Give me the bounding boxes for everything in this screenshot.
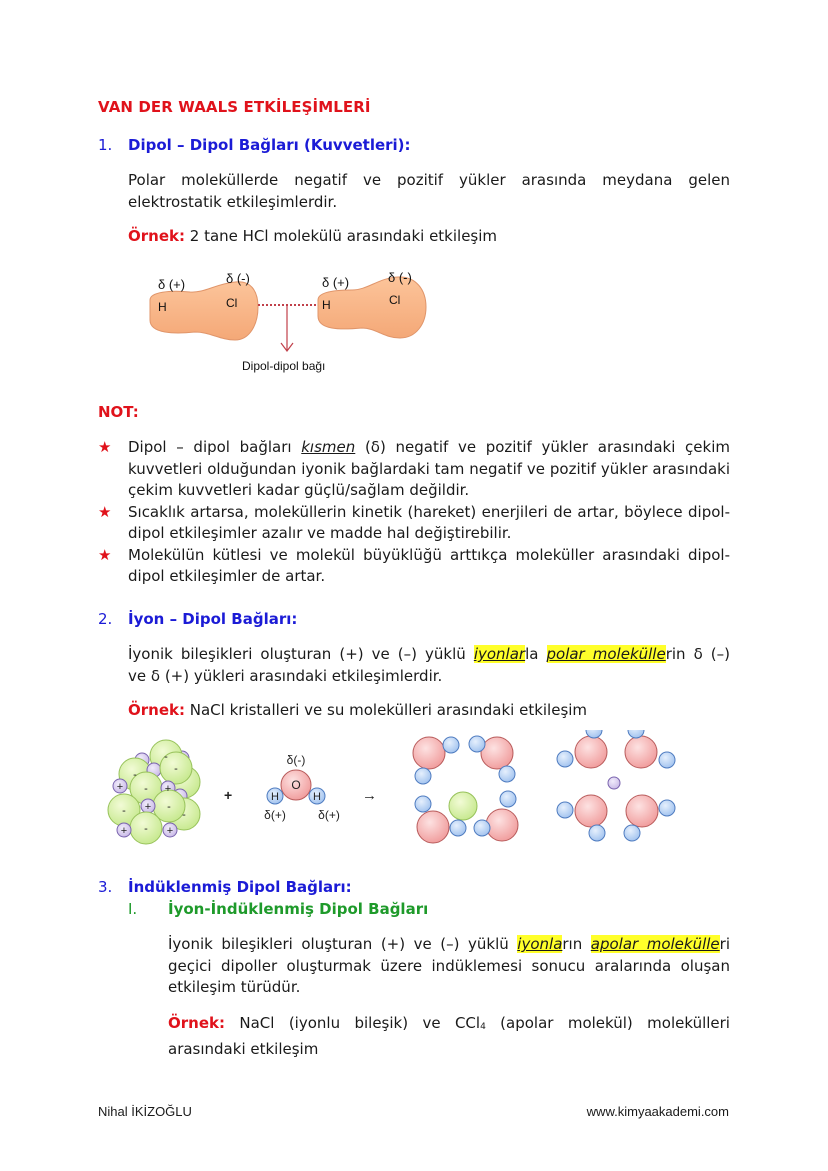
example-text: NaCl kristalleri ve su molekülleri arasındaki etkileşim [189,701,588,719]
section-3-title: İndüklenmiş Dipol Bağları: [128,878,352,896]
svg-text:-: - [133,769,137,781]
svg-text:H: H [313,791,321,803]
section-3-heading [98,878,352,896]
footer-author: Nihal İKİZOĞLU [98,1104,192,1119]
example-label: Örnek: [128,227,185,245]
page-title: VAN DER WAALS ETKİLEŞİMLERİ [98,98,371,116]
emphasis-text: kısmen [301,438,356,456]
water-molecule [264,753,340,822]
star-icon: ★ [98,502,112,521]
highlight-text: polar molekülle [546,645,666,663]
example-label: Örnek: [128,701,185,719]
svg-text:-: - [122,805,126,817]
svg-text:+: + [166,825,174,837]
svg-text:-: - [167,801,171,813]
star-icon: ★ [98,438,112,456]
nacl-crystal [108,740,200,844]
charge-label: δ (+) [322,275,350,290]
section-2-paragraph: İyonik bileşikleri oluşturan (+) ve (–) yüklü iyonlarla polar moleküllerin δ (–) ve δ (+) yükleri arasındaki etkileşimlerdir. [128,645,730,685]
section-1-title: Dipol – Dipol Bağları (Kuvvetleri): [128,136,411,154]
note-list [98,437,730,588]
note-item: ★ Molekülün kütlesi ve molekül büyüklüğü arttıkça moleküller arasındaki dipol-dipol etkileşimler de artar. [98,545,730,585]
bond-label: Dipol-dipol bağı [242,359,326,373]
note-item: ★ Sıcaklık artarsa, moleküllerin kinetik (hareket) enerjileri de artar, böylece dipol-dipol etkileşimler azalır ve madde hal değiştirebilir. [98,502,730,542]
section-1-paragraph-line-2: elektrostatik etkileşimlerdir. [128,192,338,211]
plus-sign: + [224,787,233,803]
svg-text:-: - [164,751,168,763]
arrow-right-icon: → [362,787,377,804]
svg-text:δ(-): δ(-) [286,753,306,767]
nacl-water-figure [100,730,700,855]
svg-text:-: - [144,783,148,795]
section-3-number: 3. [98,878,113,896]
footer-website[interactable]: www.kimyaakademi.com [586,1104,729,1119]
hydrated-chloride [413,736,518,843]
section-2-heading [98,610,297,628]
section-2-title: İyon – Dipol Bağları: [128,610,298,628]
subsection-1-paragraph: İyonik bileşikleri oluşturan (+) ve (–) yüklü iyonların apolar molekülleri geçici dipoller oluşturmak üzere indüklemesi sonucu aralarında oluşan etkileşim türüdür. [168,935,730,996]
example-text: 2 tane HCl molekülü arasındaki etkileşim [189,227,498,245]
hcl-dipole-figure [140,262,440,380]
section-1-heading [98,136,411,154]
svg-text:+: + [144,801,152,813]
atom-label: Cl [226,296,238,310]
svg-text:δ(+): δ(+) [264,808,286,822]
svg-text:-: - [144,823,148,835]
highlight-text: iyonla [517,935,563,953]
charge-label: δ (-) [226,271,250,286]
subsection-1-example: Örnek: NaCl (iyonlu bileşik) ve CCl$_4$ (apolar molekül) molekülleri arasındaki etkileşim [168,1014,730,1058]
subsection-1-number: I. [128,900,138,918]
hydrated-sodium [557,730,675,841]
highlight-text: iyonlar [473,645,526,663]
star-icon: ★ [98,545,112,564]
subsection-1-heading [128,900,428,918]
svg-text:-: - [182,809,186,821]
section-1-example [128,226,497,248]
section-2-example [128,700,587,722]
svg-text:O: O [291,778,301,792]
highlight-text: apolar molekülle [590,935,720,953]
note-label: NOT: [98,403,139,421]
charge-label: δ (-) [388,270,412,285]
svg-text:+: + [120,825,128,837]
svg-text:+: + [164,783,172,795]
note-item: ★ Dipol – dipol bağları kısmen (δ) negatif ve pozitif yükler arasındaki çekim kuvvetleri olduğundan iyonik bağlardaki tam negatif ve pozitif yükler arasındaki çekim kuvvetleri kadar güçlü/sağlam değildir. [98,438,730,499]
section-1-paragraph [128,170,730,213]
example-label: Örnek: [168,1014,225,1032]
svg-text:δ(+): δ(+) [318,808,340,822]
atom-label: H [158,300,167,314]
svg-text:-: - [174,763,178,775]
charge-label: δ (+) [158,277,186,292]
svg-text:+: + [116,781,124,793]
section-1-paragraph-line-1: Polar moleküllerde negatif ve pozitif yükler arasında meydana gelen [128,171,730,189]
subsection-1-title: İyon-İndüklenmiş Dipol Bağları [168,900,429,918]
svg-text:H: H [271,791,279,803]
atom-label: Cl [389,293,401,307]
atom-label: H [322,298,331,312]
section-1-number: 1. [98,136,113,154]
section-2-number: 2. [98,610,113,628]
